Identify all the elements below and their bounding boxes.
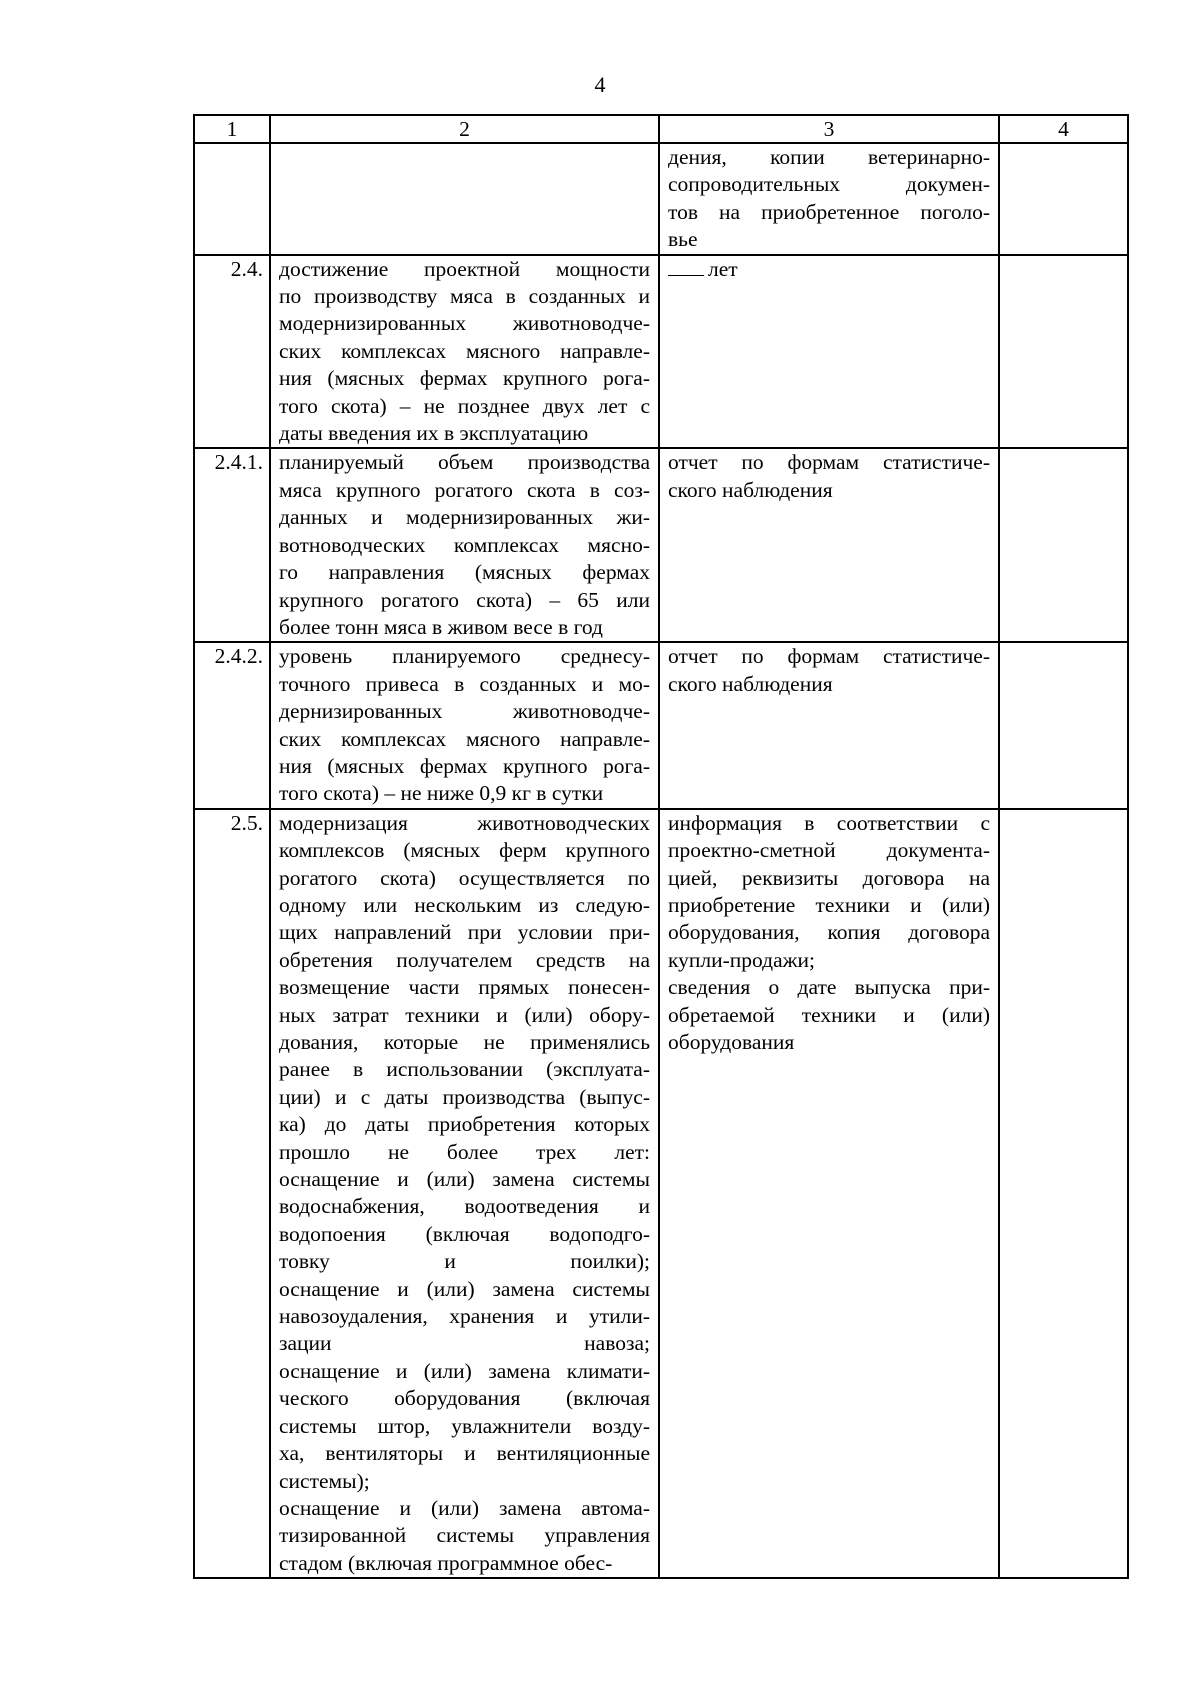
text-line: сопроводительных докумен-: [668, 172, 990, 197]
text-line: даты введения их в эксплуатацию: [279, 421, 589, 446]
text-line: ского наблюдения: [668, 671, 833, 696]
table-row: [194, 809, 1128, 1578]
document-cell: [659, 809, 999, 1578]
table-body: [194, 115, 1128, 1578]
text-line: оснащение и (или) замена системы: [279, 1167, 650, 1192]
text-line: щих направлений при условии при-: [279, 920, 650, 945]
text-line: проектно-сметной документа-: [668, 838, 990, 863]
row-number: 2.5.: [194, 809, 270, 1578]
text-line: оснащение и (или) замена системы: [279, 1276, 650, 1301]
requirement-cell: [270, 448, 659, 642]
text-line: мяса крупного рогатого скота в соз-: [279, 477, 650, 502]
text-line: вье: [668, 227, 698, 252]
row-number: [194, 143, 270, 255]
requirement-cell: [270, 143, 659, 255]
text-line: ских комплексах мясного направле-: [279, 726, 650, 751]
text-line: товку и поилки);: [279, 1249, 650, 1274]
text-line: ных затрат техники и (или) обору-: [279, 1002, 650, 1027]
text-line: ции) и с даты производства (выпус-: [279, 1084, 650, 1109]
text-line: обретения получателем средств на: [279, 947, 650, 972]
document-cell: [659, 642, 999, 808]
requirement-cell: [270, 809, 659, 1578]
text-line: информация в соответствии с: [668, 810, 990, 835]
text-line: крупного рогатого скота) – 65 или: [279, 587, 650, 612]
text-line: отчет по формам статистиче-: [668, 644, 990, 669]
text-line: более тонн мяса в живом весе в год: [279, 614, 603, 639]
header-cell-2: 2: [270, 115, 659, 143]
table-row: [194, 642, 1128, 808]
text-line: возмещение части прямых понесен-: [279, 975, 650, 1000]
row-number: 2.4.1.: [194, 448, 270, 642]
text-line: оборудования: [668, 1030, 795, 1054]
note-cell: [999, 809, 1128, 1578]
text-line: ха, вентиляторы и вентиляционные: [279, 1441, 650, 1466]
text-line: отчет по формам статистиче-: [668, 450, 990, 475]
text-line: ния (мясных фермах крупного рога-: [279, 753, 650, 778]
text-line: цией, реквизиты договора на: [668, 865, 990, 890]
text-line: ских комплексах мясного направле-: [279, 338, 650, 363]
text-line: дения, копии ветеринарно-: [668, 145, 990, 169]
text-line: системы штор, увлажнители возду-: [279, 1413, 650, 1438]
text-line: водоснабжения, водоотведения и: [279, 1194, 650, 1219]
document-cell: [659, 255, 999, 449]
text-line: модернизация животноводческих: [279, 810, 650, 835]
text-line: зации навоза;: [279, 1331, 650, 1356]
text-line: дернизированных животноводче-: [279, 699, 650, 724]
text-line: ранее в использовании (эксплуата-: [279, 1057, 650, 1082]
text-line: ского наблюдения: [668, 477, 833, 502]
text-line: рогатого скота) осуществляется по: [279, 865, 650, 890]
text-line: ческого оборудования (включая: [279, 1386, 650, 1411]
text-line: уровень планируемого среднесу-: [279, 644, 650, 669]
note-cell: [999, 255, 1128, 449]
text-line: прошло не более трех лет:: [279, 1139, 650, 1164]
text-line: ка) до даты приобретения которых: [279, 1112, 650, 1137]
text-line: го направления (мясных фермах: [279, 560, 650, 585]
requirement-cell: [270, 255, 659, 449]
text-line: навозоудаления, хранения и утили-: [279, 1304, 650, 1329]
text-line: того скота) – не ниже 0,9 кг в сутки: [279, 781, 604, 806]
header-cell-4: 4: [999, 115, 1128, 143]
text-line: точного привеса в созданных и мо-: [279, 671, 650, 696]
text-line: достижение проектной мощности: [279, 256, 650, 281]
text-line: одному или нескольким из следую-: [279, 892, 650, 917]
text-line: по производству мяса в созданных и: [279, 284, 650, 309]
text-line: купли-продажи;: [668, 947, 815, 972]
fill-in-blank: [668, 256, 704, 276]
document-cell: [659, 143, 999, 255]
text-line: оснащение и (или) замена климати-: [279, 1358, 650, 1383]
text-line: стадом (включая программное обес-: [279, 1550, 613, 1575]
text-line: данных и модернизированных жи-: [279, 505, 650, 530]
text-line: сведения о дате выпуска при-: [668, 975, 990, 1000]
text-line: водопоения (включая водоподго-: [279, 1221, 650, 1246]
row-number: 2.4.2.: [194, 642, 270, 808]
table-header-row: [194, 115, 1128, 143]
table-row: [194, 143, 1128, 255]
text-line: вотноводческих комплексах мясно-: [279, 532, 650, 557]
table-row: [194, 448, 1128, 642]
text-line: оснащение и (или) замена автома-: [279, 1495, 650, 1520]
page-number: 4: [594, 72, 606, 97]
document-cell: [659, 448, 999, 642]
text-line: того скота) – не позднее двух лет с: [279, 393, 650, 418]
text-line: ния (мясных фермах крупного рога-: [279, 366, 650, 391]
header-cell-3: 3: [659, 115, 999, 143]
requirement-cell: [270, 642, 659, 808]
text-line: планируемый объем производства: [279, 450, 650, 475]
text-line: дования, которые не применялись: [279, 1030, 650, 1054]
header-cell-1: 1: [194, 115, 270, 143]
text-line: комплексов (мясных ферм крупного: [279, 838, 650, 863]
text-line: оборудования, копия договора: [668, 920, 990, 945]
row-number: 2.4.: [194, 255, 270, 449]
text-line: системы);: [279, 1468, 370, 1493]
table-row: [194, 255, 1128, 449]
text-line: обретаемой техники и (или): [668, 1002, 990, 1027]
text-line: тов на приобретенное поголо-: [668, 199, 990, 224]
text-line: тизированной системы управления: [279, 1523, 650, 1548]
note-cell: [999, 143, 1128, 255]
requirements-table: [193, 114, 1129, 1579]
text-line: приобретение техники и (или): [668, 892, 990, 917]
text-line: модернизированных животноводче-: [279, 311, 650, 336]
note-cell: [999, 642, 1128, 808]
note-cell: [999, 448, 1128, 642]
blank-suffix: лет: [708, 256, 738, 281]
